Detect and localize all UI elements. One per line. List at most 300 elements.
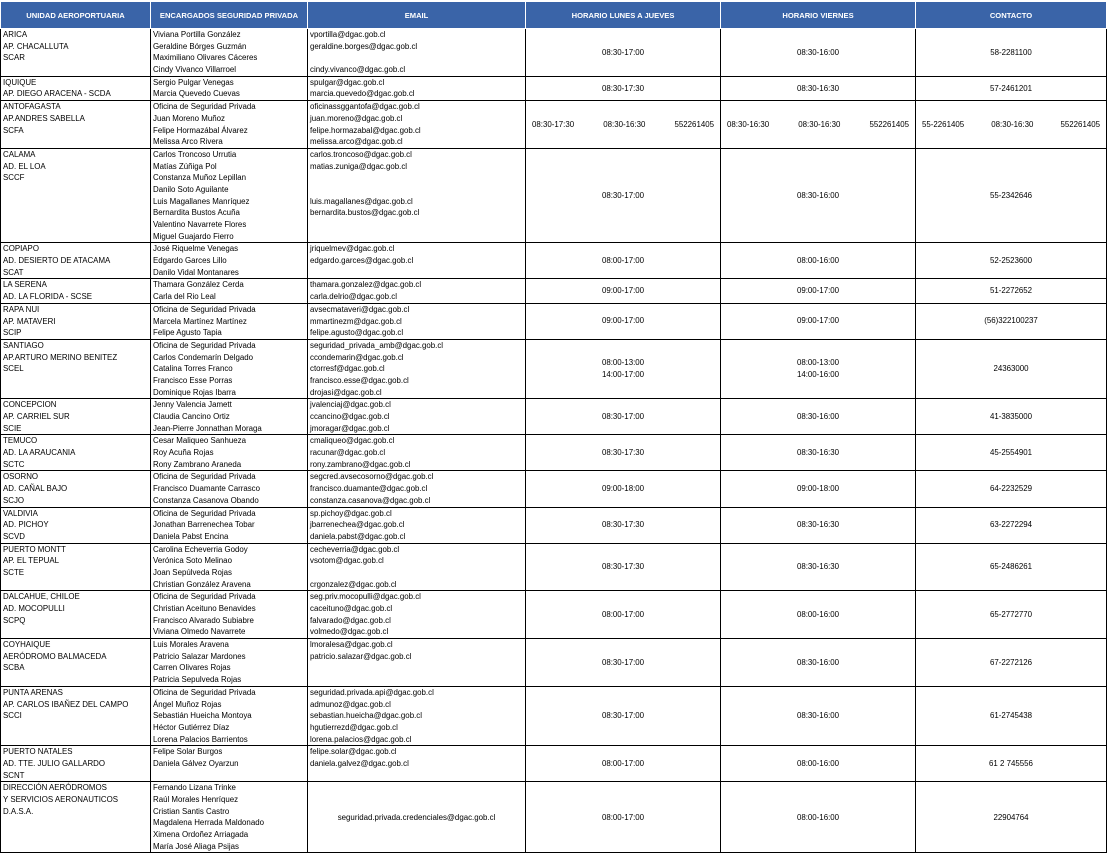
email-link[interactable]: lorena.palacios@dgac.gob.cl xyxy=(310,734,412,744)
encargado-name: Cindy Vivanco Villarroel xyxy=(153,65,237,75)
horario-lunes-value: 08:30-17:30 xyxy=(601,83,645,93)
header-email: EMAIL xyxy=(308,2,526,29)
email-link[interactable]: jriquelmev@dgac.gob.cl xyxy=(310,244,395,254)
unidad-line: AP. EL TEPUAL xyxy=(3,556,59,566)
encargados-cell xyxy=(151,303,308,339)
horario-viernes-value: 09:00-17:00 xyxy=(796,286,840,296)
horario-lunes-value: 14:00-17:00 xyxy=(601,370,645,380)
horario-viernes-cell xyxy=(721,782,916,853)
horario-viernes-value: 08:00-13:00 xyxy=(796,358,840,368)
horario-lunes-value: 08:30-17:30 xyxy=(601,448,645,458)
email-link[interactable]: volmedo@dgac.gob.cl xyxy=(310,627,389,637)
unidad-cell xyxy=(1,148,151,243)
encargado-name: Rony Zambrano Araneda xyxy=(153,459,242,469)
encargado-name: Oficina de Seguridad Privada xyxy=(153,340,256,350)
horario-viernes-value: 08:00-16:00 xyxy=(796,758,840,768)
contacto-value: (56)322100237 xyxy=(984,316,1038,326)
contacto-cell xyxy=(916,279,1107,303)
horario-lunes-cell xyxy=(526,399,721,435)
encargado-name: Felipe Agusto Tapia xyxy=(153,328,222,338)
table-row xyxy=(1,782,1107,853)
unidad-line: SCNT xyxy=(3,770,25,780)
encargado-name: Marcela Martínez Martínez xyxy=(153,316,247,326)
unidad-line: CALAMA xyxy=(3,149,36,159)
encargado-name: Fernando Lizana Trinke xyxy=(153,783,236,793)
encargado-name: Thamara González Cerda xyxy=(153,280,244,290)
unidad-line: AD. CAÑAL BAJO xyxy=(3,484,68,494)
email-link[interactable]: admunoz@dgac.gob.cl xyxy=(310,699,391,709)
contacto-value: 24363000 xyxy=(993,364,1029,374)
email-link[interactable]: hgutierrezd@dgac.gob.cl xyxy=(310,722,398,732)
email-link[interactable]: cindy.vivanco@dgac.gob.cl xyxy=(310,65,406,75)
horario-lunes-value: 08:00-17:00 xyxy=(601,758,645,768)
horario-lunes-value: 08:30-17:00 xyxy=(601,47,645,57)
email-link[interactable]: felipe.solar@dgac.gob.cl xyxy=(310,747,397,757)
unidad-cell xyxy=(1,435,151,471)
horario-lunes-value: 08:30-17:30 xyxy=(532,119,575,129)
encargado-name: José Riquelme Venegas xyxy=(153,244,239,254)
horario-lunes-cell xyxy=(526,29,721,77)
email-link[interactable]: luis.magallanes@dgac.gob.cl xyxy=(310,196,413,206)
contacto-cell xyxy=(916,686,1107,745)
email-link xyxy=(310,52,523,64)
unidad-cell xyxy=(1,507,151,543)
encargado-name: Roy Acuña Rojas xyxy=(153,448,214,458)
horario-lunes-cell xyxy=(526,782,721,853)
horario-viernes-cell xyxy=(721,507,916,543)
horario-viernes-cell xyxy=(721,243,916,279)
horario-viernes-cell xyxy=(721,148,916,243)
email-link[interactable]: drojasi@dgac.gob.cl xyxy=(310,387,382,397)
unidad-cell xyxy=(1,101,151,149)
table-row xyxy=(1,339,1107,398)
email-link[interactable]: jbarrenechea@dgac.gob.cl xyxy=(310,520,405,530)
email-link[interactable]: vsotom@dgac.gob.cl xyxy=(310,556,384,566)
unidad-line: PUERTO NATALES xyxy=(3,747,73,757)
unidad-line: IQUIQUE xyxy=(3,77,37,87)
table-row xyxy=(1,507,1107,543)
horario-lunes-cell xyxy=(526,101,721,149)
horario-lunes-cell xyxy=(526,435,721,471)
encargado-name: Francisco Duamante Carrasco xyxy=(153,484,261,494)
unidad-line: AD. EL LOA xyxy=(3,161,46,171)
unidad-line: AP. CARRIEL SUR xyxy=(3,412,70,421)
horario-viernes-cell xyxy=(721,101,916,149)
email-link[interactable]: edgardo.garces@dgac.gob.cl xyxy=(310,256,414,266)
unidad-cell xyxy=(1,76,151,100)
contacto-value: 65-2772770 xyxy=(989,609,1033,619)
unidad-line: AD. DESIERTO DE ATACAMA xyxy=(3,256,111,266)
unidad-line: VALDIVIA xyxy=(3,508,38,518)
email-link[interactable]: ccancino@dgac.gob.cl xyxy=(310,412,390,421)
table-row xyxy=(1,279,1107,303)
unidad-cell xyxy=(1,686,151,745)
encargado-name: Miguel Guajardo Fierro xyxy=(153,231,234,241)
contacto-cell xyxy=(916,591,1107,639)
email-cell xyxy=(308,399,526,435)
contacto-value: 57-2461201 xyxy=(989,83,1033,93)
horario-viernes-value: 08:30-16:00 xyxy=(796,190,840,200)
encargado-name: Carla del Rio Leal xyxy=(153,292,216,302)
horario-lunes-cell xyxy=(526,639,721,687)
email-cell xyxy=(308,243,526,279)
horario-viernes-value: 08:30-16:00 xyxy=(796,47,840,57)
horario-viernes-value: 08:30-16:30 xyxy=(798,119,841,129)
email-cell xyxy=(308,435,526,471)
unidad-line: ARICA xyxy=(3,30,28,39)
contacto-cell xyxy=(916,243,1107,279)
unidad-cell xyxy=(1,243,151,279)
encargado-name: Marcia Quevedo Cuevas xyxy=(153,89,240,99)
contacto-value: 45-2554901 xyxy=(989,448,1033,458)
horario-lunes-value: 08:30-17:00 xyxy=(601,711,645,721)
encargado-name: Daniela Gálvez Oyarzun xyxy=(153,758,239,768)
email-link[interactable]: lmoralesa@dgac.gob.cl xyxy=(310,640,393,650)
email-link[interactable]: seguridad.privada.api@dgac.gob.cl xyxy=(310,687,434,697)
encargado-name: Jonathan Barrenechea Tobar xyxy=(153,520,255,530)
horario-lunes-value: 08:30-17:00 xyxy=(601,657,645,667)
contacto-cell xyxy=(916,639,1107,687)
unidad-line: AD. TTE. JULIO GALLARDO xyxy=(3,758,106,768)
table-row xyxy=(1,591,1107,639)
email-link[interactable]: sp.pichoy@dgac.gob.cl xyxy=(310,508,392,518)
email-link[interactable]: jmoragar@dgac.gob.cl xyxy=(310,423,390,433)
email-link[interactable]: carlos.troncoso@dgac.gob.cl xyxy=(310,149,412,159)
unidad-line: ANTOFAGASTA xyxy=(3,102,61,112)
header-horario-viernes: HORARIO VIERNES xyxy=(721,2,916,29)
unidad-line: SCIP xyxy=(3,328,22,338)
unidad-cell xyxy=(1,782,151,853)
horario-viernes-value: 08:30-16:00 xyxy=(796,657,840,667)
encargado-name: María José Aliaga Psijas xyxy=(153,841,239,851)
horario-viernes-value: 08:30-16:30 xyxy=(796,562,840,572)
encargado-name: Oficina de Seguridad Privada xyxy=(153,472,256,482)
email-link[interactable]: ctorresf@dgac.gob.cl xyxy=(310,364,385,374)
table-row xyxy=(1,639,1107,687)
table-row xyxy=(1,471,1107,507)
encargados-cell xyxy=(151,148,308,243)
email-link[interactable]: jvalenciaj@dgac.gob.cl xyxy=(310,400,391,410)
contacto-cell xyxy=(916,148,1107,243)
table-row xyxy=(1,686,1107,745)
encargado-name: Catalina Torres Franco xyxy=(153,364,233,374)
encargados-cell xyxy=(151,76,308,100)
unidad-cell xyxy=(1,339,151,398)
email-cell xyxy=(308,101,526,149)
encargado-name: Patricio Salazar Mardones xyxy=(153,651,246,661)
email-cell xyxy=(308,746,526,782)
contacto-cell xyxy=(916,471,1107,507)
email-link[interactable]: francisco.esse@dgac.gob.cl xyxy=(310,375,409,385)
contacto-cell xyxy=(916,339,1107,398)
encargado-name: Danilo Vidal Montanares xyxy=(153,267,239,277)
table-row xyxy=(1,243,1107,279)
contacto-value: 55-2261405 xyxy=(922,119,965,129)
encargados-cell xyxy=(151,435,308,471)
encargado-name: Sergio Pulgar Venegas xyxy=(153,77,234,87)
email-link[interactable]: falvarado@dgac.gob.cl xyxy=(310,615,391,625)
encargado-name: Oficina de Seguridad Privada xyxy=(153,304,256,314)
horario-viernes-value: 08:00-16:00 xyxy=(796,256,840,266)
encargado-name: Jenny Valencia Jamett xyxy=(153,400,232,410)
email-link[interactable]: seguridad.privada.credenciales@dgac.gob.cl xyxy=(337,812,496,822)
email-link[interactable]: rony.zambrano@dgac.gob.cl xyxy=(310,459,411,469)
contacto-cell xyxy=(916,435,1107,471)
email-link[interactable]: sebastian.hueicha@dgac.gob.cl xyxy=(310,711,422,721)
horario-viernes-cell xyxy=(721,435,916,471)
unidad-line: SCTC xyxy=(3,459,25,469)
table-body xyxy=(1,29,1107,853)
encargado-name: Constanza Casanova Obando xyxy=(153,495,259,505)
unidad-line: SCJO xyxy=(3,495,25,505)
unidad-cell xyxy=(1,471,151,507)
email-link[interactable]: daniela.galvez@dgac.gob.cl xyxy=(310,758,409,768)
email-link[interactable]: mmartinezm@dgac.gob.cl xyxy=(310,316,402,326)
email-link[interactable]: bernardita.bustos@dgac.gob.cl xyxy=(310,208,420,218)
encargado-name: Carolina Echeverria Godoy xyxy=(153,544,248,554)
email-cell xyxy=(308,543,526,591)
horario-viernes-cell xyxy=(721,76,916,100)
unidad-line: AD. MOCOPULLI xyxy=(3,604,65,613)
encargados-cell xyxy=(151,686,308,745)
contacto-value: 67-2272126 xyxy=(989,657,1033,667)
encargados-cell xyxy=(151,101,308,149)
horario-lunes-cell xyxy=(526,746,721,782)
encargado-name: Luis Morales Aravena xyxy=(153,640,229,650)
horario-lunes-value: 08:30-17:30 xyxy=(601,562,645,572)
horario-viernes-value: 08:30-16:30 xyxy=(727,119,770,129)
email-link[interactable]: spulgar@dgac.gob.cl xyxy=(310,77,385,87)
header-unidad: UNIDAD AEROPORTUARIA xyxy=(1,2,151,29)
unidad-line: SANTIAGO xyxy=(3,340,44,350)
unidad-cell xyxy=(1,399,151,435)
horario-lunes-cell xyxy=(526,243,721,279)
email-link[interactable]: felipe.agusto@dgac.gob.cl xyxy=(310,328,404,338)
contacto-value-group xyxy=(918,119,1104,131)
unidad-line: SCCI xyxy=(3,711,22,721)
email-link[interactable]: juan.moreno@dgac.gob.cl xyxy=(310,113,403,123)
email-link[interactable]: seg.priv.mocopulli@dgac.gob.cl xyxy=(310,592,421,602)
email-link[interactable]: constanza.casanova@dgac.gob.cl xyxy=(310,495,431,505)
contacto-value: 08:30-16:30 xyxy=(991,119,1034,129)
contacto-value: 63-2272294 xyxy=(989,520,1033,530)
contacto-cell xyxy=(916,507,1107,543)
encargados-cell xyxy=(151,639,308,687)
email-link[interactable]: matias.zuniga@dgac.gob.cl xyxy=(310,161,408,171)
encargados-cell xyxy=(151,543,308,591)
email-link[interactable]: francisco.duamante@dgac.gob.cl xyxy=(310,484,428,494)
email-link[interactable]: daniela.pabst@dgac.gob.cl xyxy=(310,531,406,541)
email-cell xyxy=(308,782,526,853)
horario-lunes-cell xyxy=(526,303,721,339)
horario-lunes-cell xyxy=(526,76,721,100)
horario-lunes-value: 08:30-17:00 xyxy=(601,411,645,421)
unidad-line: PUNTA ARENAS xyxy=(3,687,63,697)
horario-lunes-cell xyxy=(526,686,721,745)
encargado-name: Oficina de Seguridad Privada xyxy=(153,592,256,602)
horario-viernes-value: 09:00-17:00 xyxy=(796,316,840,326)
unidad-cell xyxy=(1,543,151,591)
unidad-line: AP. CARLOS IBAÑEZ DEL CAMPO xyxy=(3,699,129,709)
email-cell xyxy=(308,339,526,398)
encargado-name: Ximena Ordoñez Arriagada xyxy=(153,830,249,840)
table-row xyxy=(1,746,1107,782)
email-link xyxy=(310,172,523,184)
email-cell xyxy=(308,279,526,303)
email-link[interactable]: carla.delrio@dgac.gob.cl xyxy=(310,292,397,302)
horario-lunes-cell xyxy=(526,279,721,303)
contacto-value: 552261405 xyxy=(1060,119,1100,129)
encargado-name: Jean-Pierre Jonnathan Moraga xyxy=(153,423,262,433)
unidad-line: SCCF xyxy=(3,173,25,183)
encargado-name: Dominique Rojas Ibarra xyxy=(153,387,236,397)
table-row xyxy=(1,543,1107,591)
encargado-name: Carlos Troncoso Urrutia xyxy=(153,149,237,159)
email-link[interactable]: felipe.hormazabal@dgac.gob.cl xyxy=(310,125,421,135)
encargado-name: Oficina de Seguridad Privada xyxy=(153,102,256,112)
email-link[interactable]: marcia.quevedo@dgac.gob.cl xyxy=(310,89,415,99)
unidad-line: AD. LA FLORIDA - SCSE xyxy=(3,292,93,302)
encargado-name: Edgardo Garces Lillo xyxy=(153,256,227,266)
contacto-cell xyxy=(916,399,1107,435)
email-link[interactable]: avsecmataveri@dgac.gob.cl xyxy=(310,304,410,314)
contacto-cell xyxy=(916,746,1107,782)
horario-viernes-cell xyxy=(721,339,916,398)
unidad-cell xyxy=(1,303,151,339)
email-link[interactable]: cmaliqueo@dgac.gob.cl xyxy=(310,436,395,446)
encargado-name: Carlos Condemarín Delgado xyxy=(153,352,254,362)
email-link[interactable]: patricio.salazar@dgac.gob.cl xyxy=(310,651,412,661)
encargado-name: Verónica Soto Melinao xyxy=(153,556,232,566)
unidad-line: AP.ARTURO MERINO BENITEZ xyxy=(3,352,118,362)
horario-lunes-value: 08:00-13:00 xyxy=(601,358,645,368)
horario-lunes-cell xyxy=(526,471,721,507)
email-cell xyxy=(308,507,526,543)
unidad-line: AP. MATAVERI xyxy=(3,316,56,326)
horario-lunes-value: 09:00-17:00 xyxy=(601,286,645,296)
email-cell xyxy=(308,591,526,639)
unidad-cell xyxy=(1,591,151,639)
encargado-name: Joan Sepúlveda Rojas xyxy=(153,567,232,577)
unidad-line: AP. DIEGO ARACENA - SCDA xyxy=(3,89,111,99)
header-row xyxy=(1,2,1107,29)
contacto-cell xyxy=(916,782,1107,853)
contacto-cell xyxy=(916,303,1107,339)
contacto-value: 65-2486261 xyxy=(989,562,1033,572)
encargado-name: Felipe Solar Burgos xyxy=(153,747,223,757)
email-cell xyxy=(308,303,526,339)
email-link[interactable]: seguridad_privada_amb@dgac.gob.cl xyxy=(310,340,444,350)
security-contacts-table xyxy=(0,1,1107,853)
horario-lunes-cell xyxy=(526,591,721,639)
contacto-value: 52-2523600 xyxy=(989,256,1033,266)
encargados-cell xyxy=(151,507,308,543)
email-link[interactable]: thamara.gonzalez@dgac.gob.cl xyxy=(310,280,422,290)
email-link xyxy=(310,184,523,196)
unidad-line: SCEL xyxy=(3,364,24,374)
encargado-name: Lorena Palacios Barrientos xyxy=(153,734,248,744)
horario-viernes-value: 552261405 xyxy=(869,119,909,129)
email-link[interactable]: geraldine.borges@dgac.gob.cl xyxy=(310,41,418,51)
encargado-name: Melissa Arco Rivera xyxy=(153,137,223,147)
unidad-line: SCIE xyxy=(3,423,22,433)
contacto-value: 61 2 745556 xyxy=(989,758,1033,768)
unidad-line: PUERTO MONTT xyxy=(3,544,66,554)
unidad-cell xyxy=(1,746,151,782)
unidad-line: LA SERENA xyxy=(3,280,47,290)
email-link xyxy=(310,567,523,579)
unidad-line: AERÓDROMO BALMACEDA xyxy=(3,651,107,661)
horario-viernes-cell xyxy=(721,591,916,639)
unidad-line: RAPA NUI xyxy=(3,304,40,314)
horario-viernes-cell xyxy=(721,279,916,303)
encargado-name: Patricia Sepulveda Rojas xyxy=(153,675,242,685)
horario-lunes-value: 08:00-17:00 xyxy=(601,256,645,266)
horario-viernes-value: 08:30-16:30 xyxy=(796,83,840,93)
unidad-line: COYHAIQUE xyxy=(3,640,51,650)
email-link[interactable]: crgonzalez@dgac.gob.cl xyxy=(310,579,397,589)
header-contacto: CONTACTO xyxy=(916,2,1107,29)
encargados-cell xyxy=(151,243,308,279)
horario-viernes-cell xyxy=(721,746,916,782)
encargados-cell xyxy=(151,279,308,303)
unidad-line: Y SERVICIOS AERONAUTICOS xyxy=(3,795,119,804)
encargados-cell xyxy=(151,782,308,853)
encargado-name: Carren Olivares Rojas xyxy=(153,663,231,673)
encargado-name: Luis Magallanes Manríquez xyxy=(153,196,250,206)
encargado-name: Danilo Soto Aguilante xyxy=(153,184,229,194)
unidad-line: AD. LA ARAUCANIA xyxy=(3,448,76,458)
encargado-name: Ángel Muñoz Rojas xyxy=(153,699,222,709)
email-cell xyxy=(308,471,526,507)
header-horario-lunes: HORARIO LUNES A JUEVES xyxy=(526,2,721,29)
email-link[interactable]: caceituno@dgac.gob.cl xyxy=(310,604,393,613)
email-cell xyxy=(308,76,526,100)
horario-viernes-value: 08:30-16:00 xyxy=(796,711,840,721)
encargado-name: Oficina de Seguridad Privada xyxy=(153,687,256,697)
horario-viernes-value: 08:30-16:30 xyxy=(796,448,840,458)
contacto-cell xyxy=(916,101,1107,149)
email-link[interactable]: vportilla@dgac.gob.cl xyxy=(310,30,386,39)
encargado-name: Claudia Cancino Ortiz xyxy=(153,412,230,421)
email-link[interactable]: ccondemarin@dgac.gob.cl xyxy=(310,352,404,362)
encargado-name: Christian González Aravena xyxy=(153,579,251,589)
email-link[interactable]: cecheverria@dgac.gob.cl xyxy=(310,544,400,554)
horario-viernes-cell xyxy=(721,639,916,687)
contacto-value: 41-3835000 xyxy=(989,411,1033,421)
horario-lunes-cell xyxy=(526,339,721,398)
unidad-line: AP.ANDRES SABELLA xyxy=(3,113,85,123)
encargados-cell xyxy=(151,339,308,398)
contacto-value: 55-2342646 xyxy=(989,190,1033,200)
unidad-line: COPIAPO xyxy=(3,244,39,254)
table-row xyxy=(1,148,1107,243)
email-link[interactable]: segcred.avsecosorno@dgac.gob.cl xyxy=(310,472,434,482)
contacto-value: 58-2281100 xyxy=(990,47,1032,57)
email-link[interactable]: oficinassggantofa@dgac.gob.cl xyxy=(310,102,420,112)
encargado-name: Oficina de Seguridad Privada xyxy=(153,508,256,518)
unidad-line: OSORNO xyxy=(3,472,39,482)
email-link[interactable]: racunar@dgac.gob.cl xyxy=(310,448,386,458)
encargado-name: Juan Moreno Muñoz xyxy=(153,113,225,123)
horario-lunes-value: 08:30-17:00 xyxy=(601,190,645,200)
horario-lunes-value: 09:00-18:00 xyxy=(601,484,645,494)
horario-lunes-cell xyxy=(526,148,721,243)
horario-viernes-value: 08:00-16:00 xyxy=(796,812,840,822)
encargados-cell xyxy=(151,29,308,77)
email-link[interactable]: melissa.arco@dgac.gob.cl xyxy=(310,137,403,147)
contacto-value: 64-2232529 xyxy=(989,484,1033,494)
